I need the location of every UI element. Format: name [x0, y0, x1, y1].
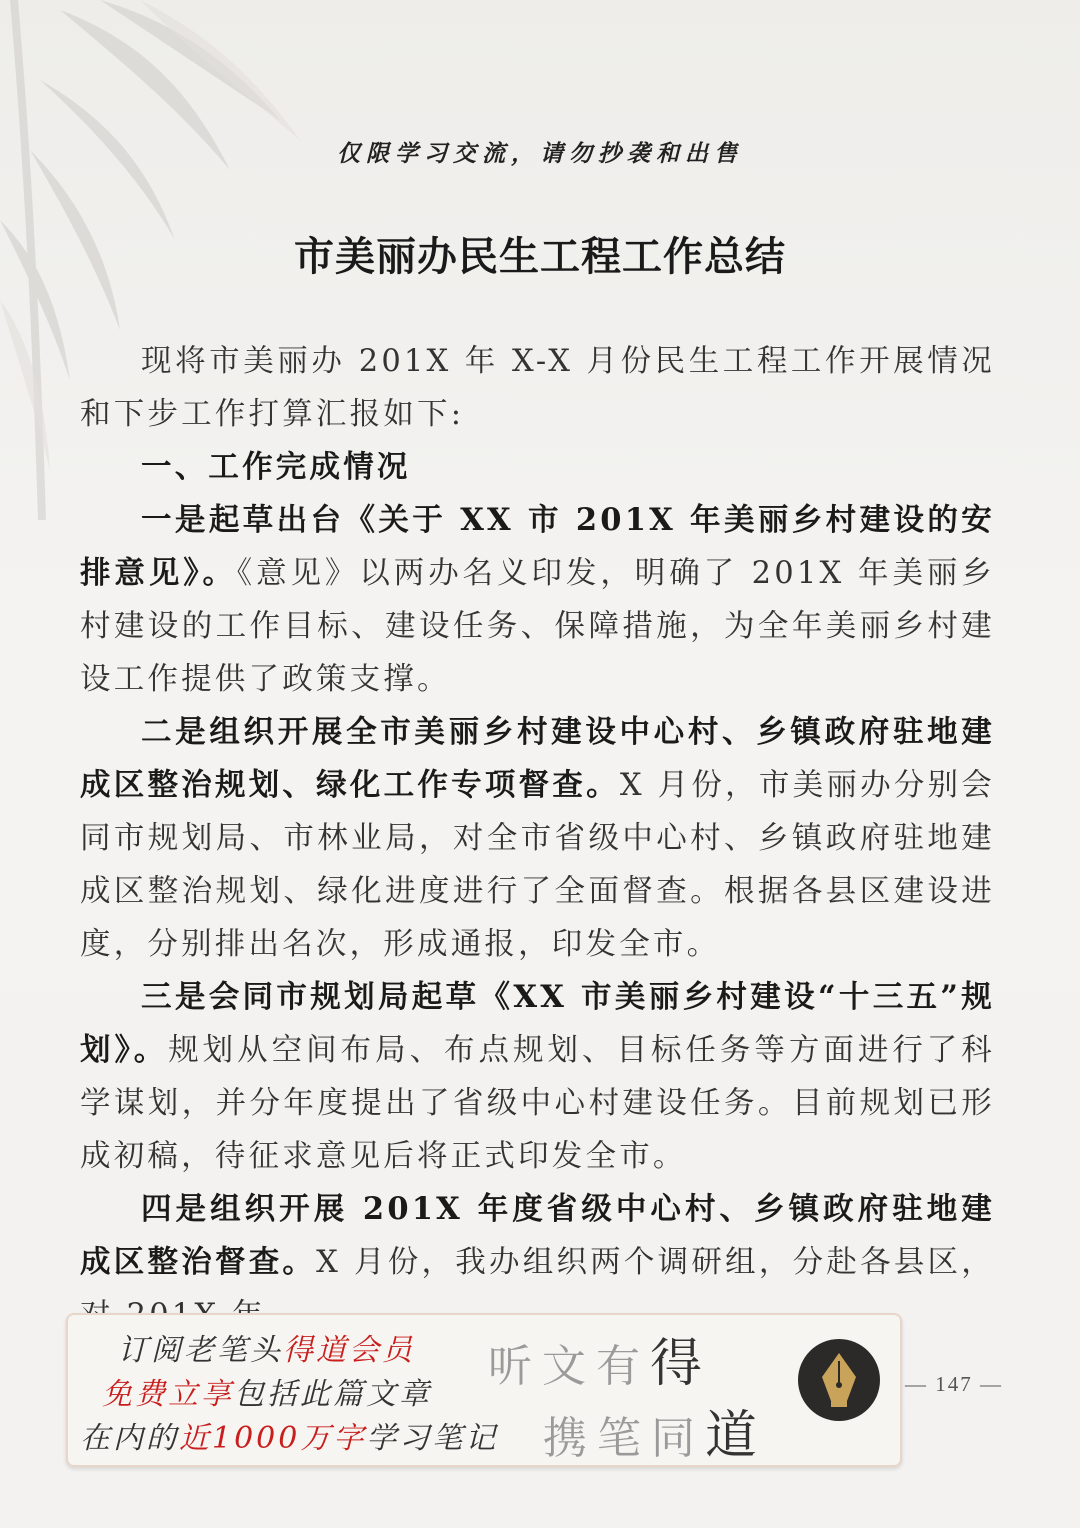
- paragraph-3-lead: 三是会同市规划局起草《XX 市美丽乡村建设“十三五”规划》。: [80, 979, 995, 1068]
- slogan-line-2: 携笔同道: [543, 1406, 768, 1466]
- banner-line-2: [102, 1369, 432, 1413]
- banner-highlight: 免费立享: [102, 1377, 234, 1412]
- banner-highlight: 近1000万字: [179, 1421, 367, 1456]
- paragraph-3-text: 规划从空间布局、布点规划、目标任务等方面进行了科学谋划，并分年度提出了省级中心村建设任务。目前规划已形成初稿，待征求意见后将正式印发全市。: [80, 1033, 995, 1174]
- banner-text: 订阅老笔头: [118, 1333, 283, 1368]
- banner-highlight: 得道会员: [283, 1333, 415, 1368]
- page-title: 市美丽办民生工程工作总结: [294, 234, 786, 280]
- slogan-line-1: 听文有得: [488, 1334, 713, 1394]
- paragraph-3: [80, 971, 995, 1183]
- paragraph-1-text: 《意见》以两办名义印发，明确了 201X 年美丽乡村建设的工作目标、建设任务、保障措施，为全年美丽乡村建设工作提供了政策支撑。: [80, 556, 995, 697]
- document-body: [80, 335, 995, 1342]
- intro-paragraph: 现将市美丽办 201X 年 X-X 月份民生工程工作开展情况和下步工作打算汇报如下:: [80, 344, 995, 432]
- paragraph-2-lead: 二是组织开展全市美丽乡村建设中心村、乡镇政府驻地建成区整治规划、绿化工作专项督查。: [80, 714, 995, 803]
- banner-line-3: [80, 1413, 498, 1457]
- paragraph-1-lead: 一是起草出台《关于 XX 市 201X 年美丽乡村建设的安排意见》。: [80, 502, 995, 591]
- banner-text: 包括此篇文章: [234, 1377, 432, 1412]
- paragraph-2: [80, 706, 995, 971]
- page-number: — 147 —: [905, 1372, 1003, 1396]
- banner-text: 学习笔记: [366, 1421, 499, 1456]
- paragraph-4-text: X 月份，我办组织两个调研组，分赴各县区，: [316, 1245, 995, 1280]
- membership-banner[interactable]: [66, 1313, 902, 1467]
- section-heading: 一、工作完成情况: [141, 450, 411, 485]
- paragraph-4-lead: 四是组织开展 201X 年度省级中心村、乡镇政府驻地建成区整治督查。: [80, 1191, 995, 1280]
- paragraph-2-text: X 月份，市美丽办分别会同市规划局、市林业局，对全市省级中心村、乡镇政府驻地建成区整治规划、绿化进度进行了全面督查。根据各县区建设进度，分别排出名次，形成通报，印发全市。: [80, 768, 995, 962]
- banner-text: 在内的: [80, 1421, 179, 1456]
- pen-nib-icon: [798, 1339, 880, 1421]
- paragraph-1: [80, 494, 995, 706]
- banner-line-1: [118, 1325, 415, 1369]
- usage-notice: 仅限学习交流，请勿抄袭和出售: [337, 140, 743, 167]
